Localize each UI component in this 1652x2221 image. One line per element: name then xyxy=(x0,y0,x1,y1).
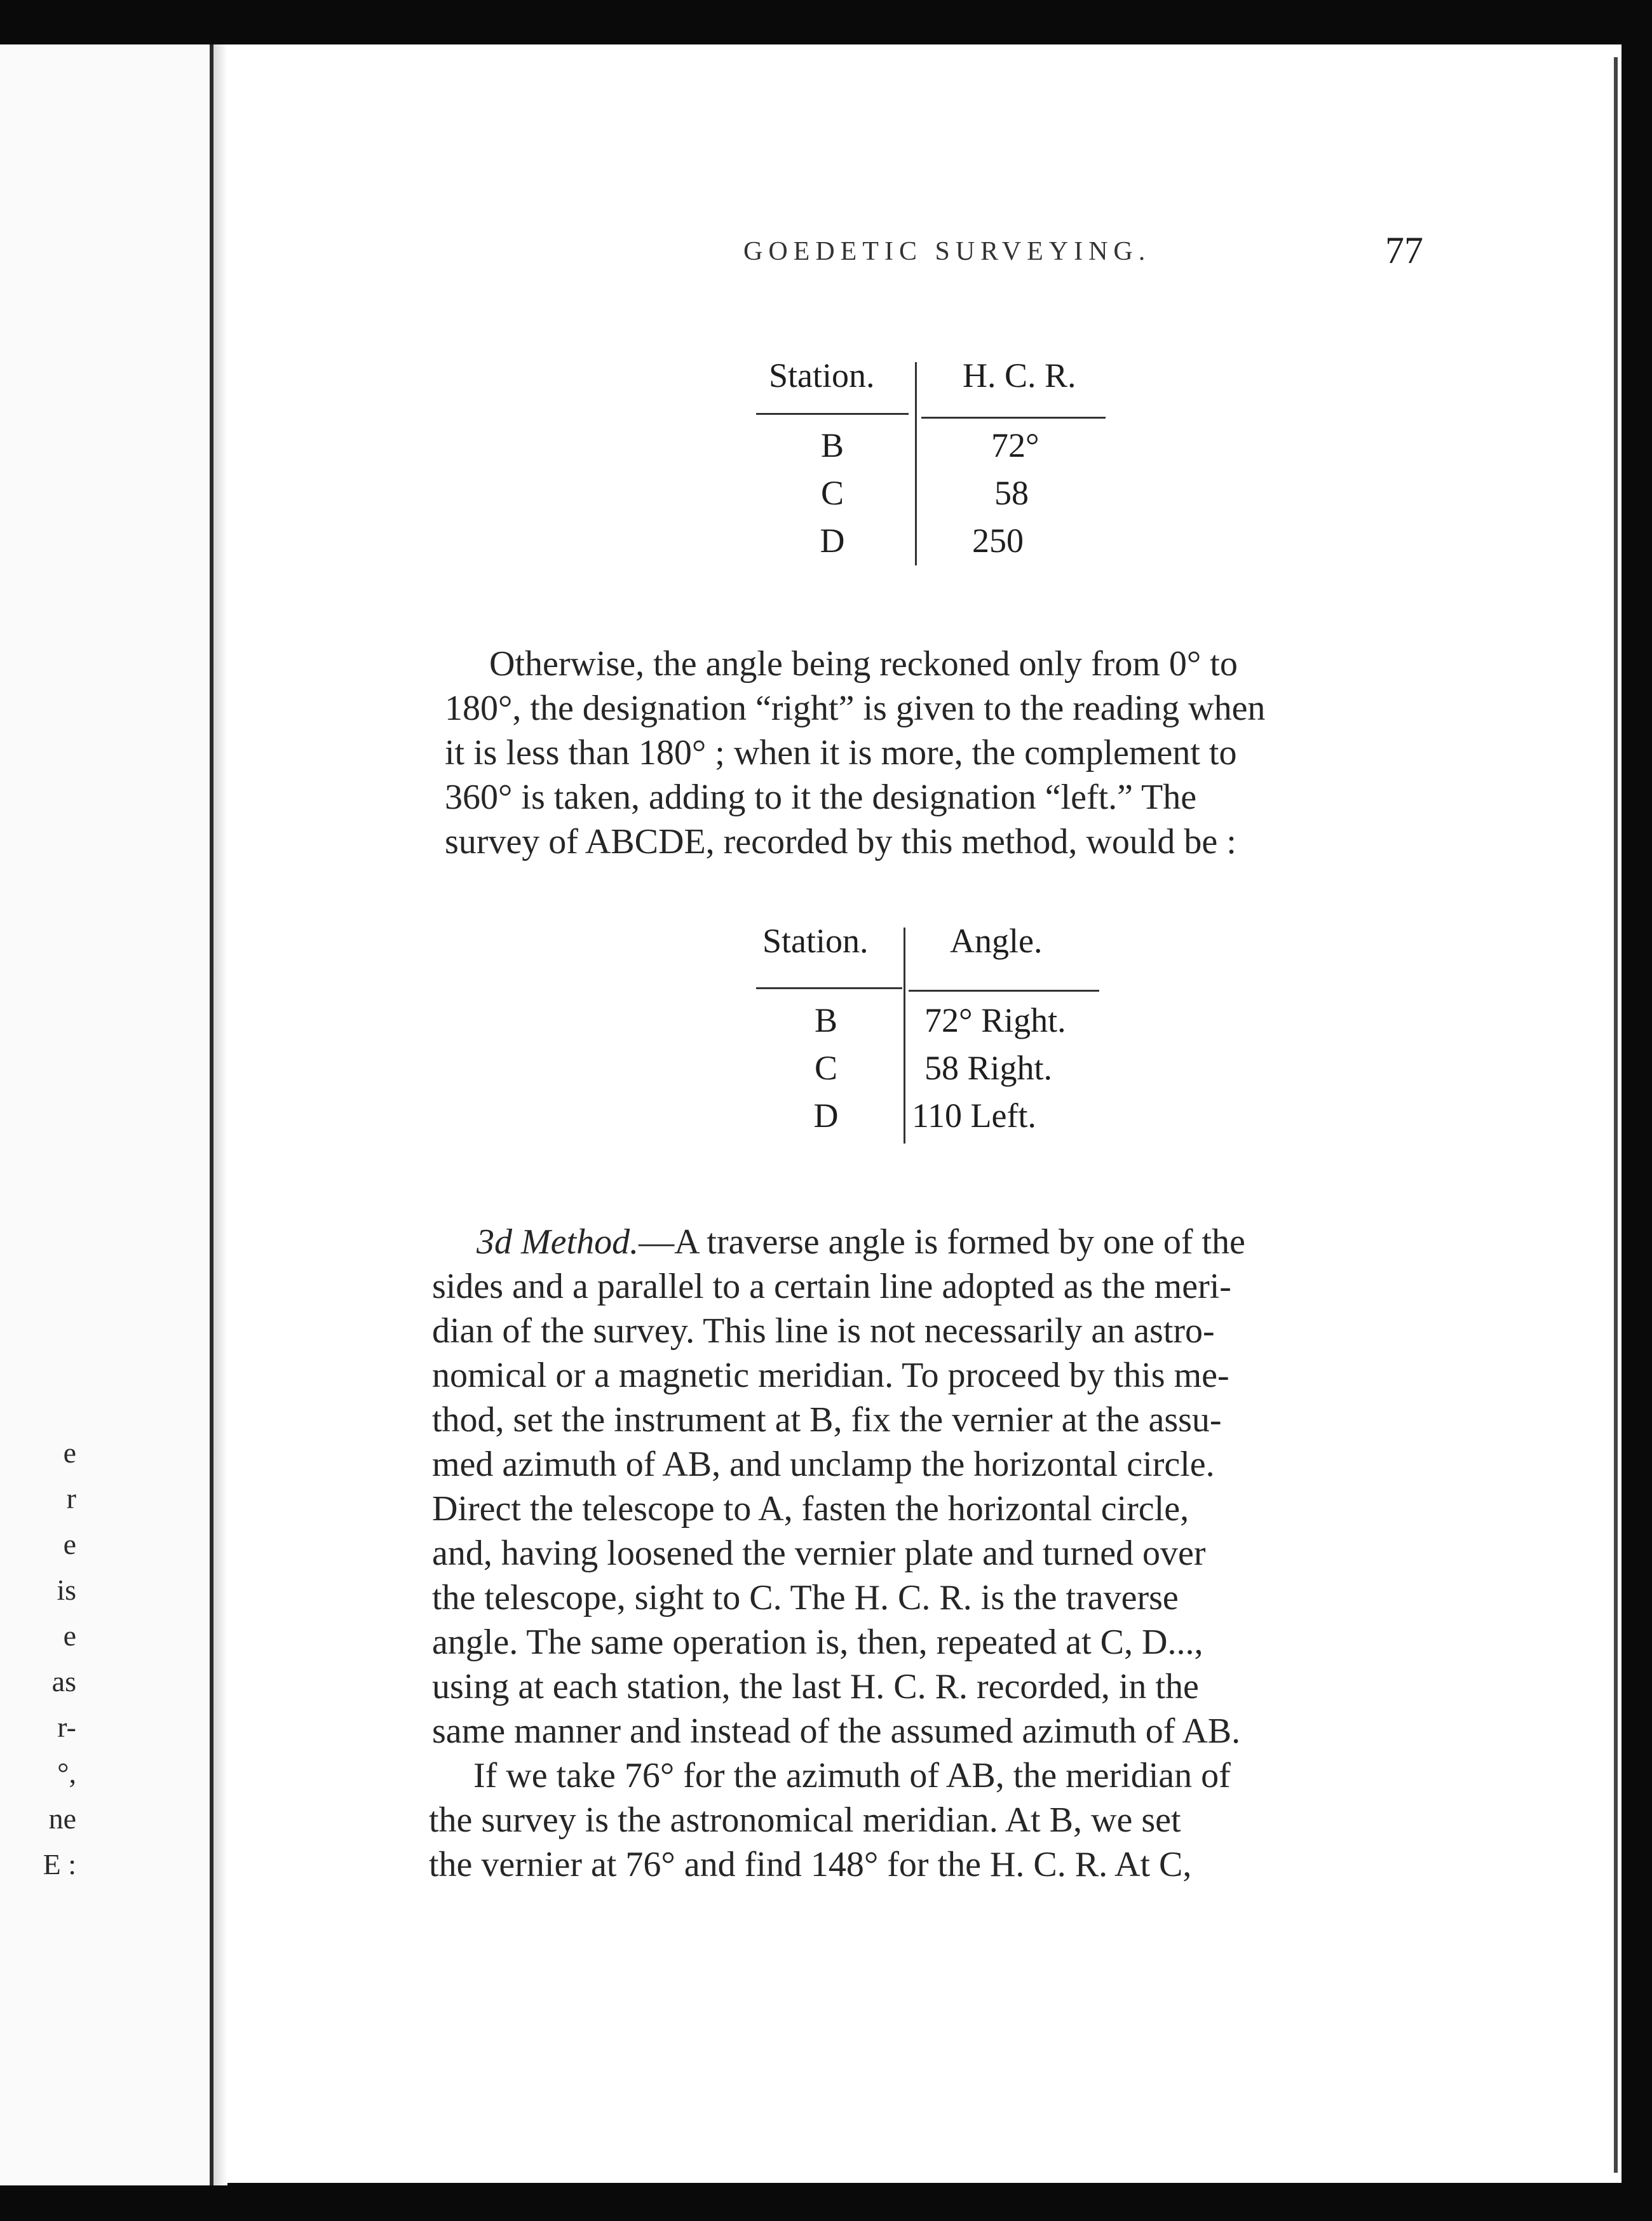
header-rule xyxy=(909,990,1099,992)
running-head: GOEDETIC SURVEYING. xyxy=(743,237,1151,266)
fragment: E : xyxy=(43,1848,76,1880)
fragment: as xyxy=(51,1665,76,1698)
table-row xyxy=(756,426,1112,476)
value-cell: 250 xyxy=(972,522,1024,560)
text-line: angle. The same operation is, then, repeated at C, D..., xyxy=(432,1623,1203,1662)
table-row xyxy=(756,521,1112,572)
text-line: the telescope, sight to C. The H. C. R. is the traverse xyxy=(432,1578,1179,1617)
fragment: e xyxy=(63,1436,76,1469)
header-rule xyxy=(921,417,1106,419)
page-edge xyxy=(1614,57,1618,2173)
text-line: the vernier at 76° and find 148° for the H. C. R. At C, xyxy=(429,1845,1192,1884)
paragraph-azimuth xyxy=(429,1753,1401,1887)
text-line: using at each station, the last H. C. R. recorded, in the xyxy=(432,1667,1199,1706)
value-cell: 72° xyxy=(991,426,1039,464)
table-row xyxy=(756,1048,1112,1099)
fragment: r xyxy=(66,1482,76,1515)
text-line: Direct the telescope to A, fasten the horizontal circle, xyxy=(432,1489,1189,1529)
value-cell: 58 Right. xyxy=(924,1049,1053,1087)
scan-border-top xyxy=(0,0,1652,44)
text-line: survey of ABCDE, recorded by this method, would be : xyxy=(445,822,1236,861)
table-header-angle: Angle. xyxy=(950,922,1043,960)
text-line: sides and a parallel to a certain line adopted as the meri- xyxy=(432,1267,1231,1306)
fragment: e xyxy=(63,1619,76,1652)
fragment: ne xyxy=(48,1802,76,1835)
hcr-table xyxy=(756,356,1112,572)
text-line: If we take 76° for the azimuth of AB, the meridian of xyxy=(473,1756,1231,1795)
text-line: same manner and instead of the assumed azimuth of AB. xyxy=(432,1711,1241,1751)
text-line: and, having loosened the vernier plate and turned over xyxy=(432,1534,1206,1573)
method-heading: 3d Method. xyxy=(477,1222,639,1262)
scan-border-bottom xyxy=(0,2183,1652,2221)
value-cell: 58 xyxy=(994,474,1029,512)
gutter-shadow xyxy=(213,44,227,2185)
table-row xyxy=(756,1096,1112,1147)
value-cell: 110 Left. xyxy=(912,1097,1036,1135)
header-rule xyxy=(756,987,902,989)
fragment: is xyxy=(57,1574,76,1606)
value-cell: 72° Right. xyxy=(924,1001,1066,1039)
text-line: nomical or a magnetic meridian. To proceed by this me- xyxy=(432,1356,1229,1395)
table-row xyxy=(756,473,1112,524)
text-line: med azimuth of AB, and unclamp the horizontal circle. xyxy=(432,1445,1215,1484)
fragment: r- xyxy=(57,1711,76,1743)
header-rule xyxy=(756,413,909,415)
text-line: Otherwise, the angle being reckoned only from 0° to xyxy=(489,644,1238,684)
text-line: 360° is taken, adding to it the designation “left.” The xyxy=(445,778,1197,817)
facing-page-text xyxy=(0,1436,76,1893)
angle-table xyxy=(756,921,1112,1150)
text-line: 180°, the designation “right” is given to the reading when xyxy=(445,689,1266,728)
fragment: °, xyxy=(57,1757,76,1789)
table-header-station: Station. xyxy=(769,356,875,395)
text-line: dian of the survey. This line is not necessarily an astro- xyxy=(432,1311,1215,1351)
station-cell: C xyxy=(814,1049,838,1087)
fragment: e xyxy=(63,1528,76,1560)
station-cell: D xyxy=(813,1097,839,1135)
text-run: —A traverse angle is formed by one of the xyxy=(639,1222,1245,1262)
station-cell: C xyxy=(820,474,844,512)
table-row xyxy=(756,1001,1112,1051)
scan-border-right xyxy=(1622,44,1652,2221)
page-number: 77 xyxy=(1385,229,1423,271)
paragraph-otherwise xyxy=(445,642,1411,864)
table-header-hcr: H. C. R. xyxy=(963,356,1076,395)
station-cell: D xyxy=(820,522,845,560)
paragraph-3d-method xyxy=(432,1220,1404,1753)
station-cell: B xyxy=(820,426,844,464)
station-cell: B xyxy=(814,1001,838,1039)
text-line: the survey is the astronomical meridian. At B, we set xyxy=(429,1800,1181,1840)
text-line: thod, set the instrument at B, fix the vernier at the assu- xyxy=(432,1400,1222,1440)
text-line xyxy=(432,1220,1404,1264)
text-line: it is less than 180° ; when it is more, the complement to xyxy=(445,733,1237,773)
table-header-station: Station. xyxy=(762,922,869,960)
